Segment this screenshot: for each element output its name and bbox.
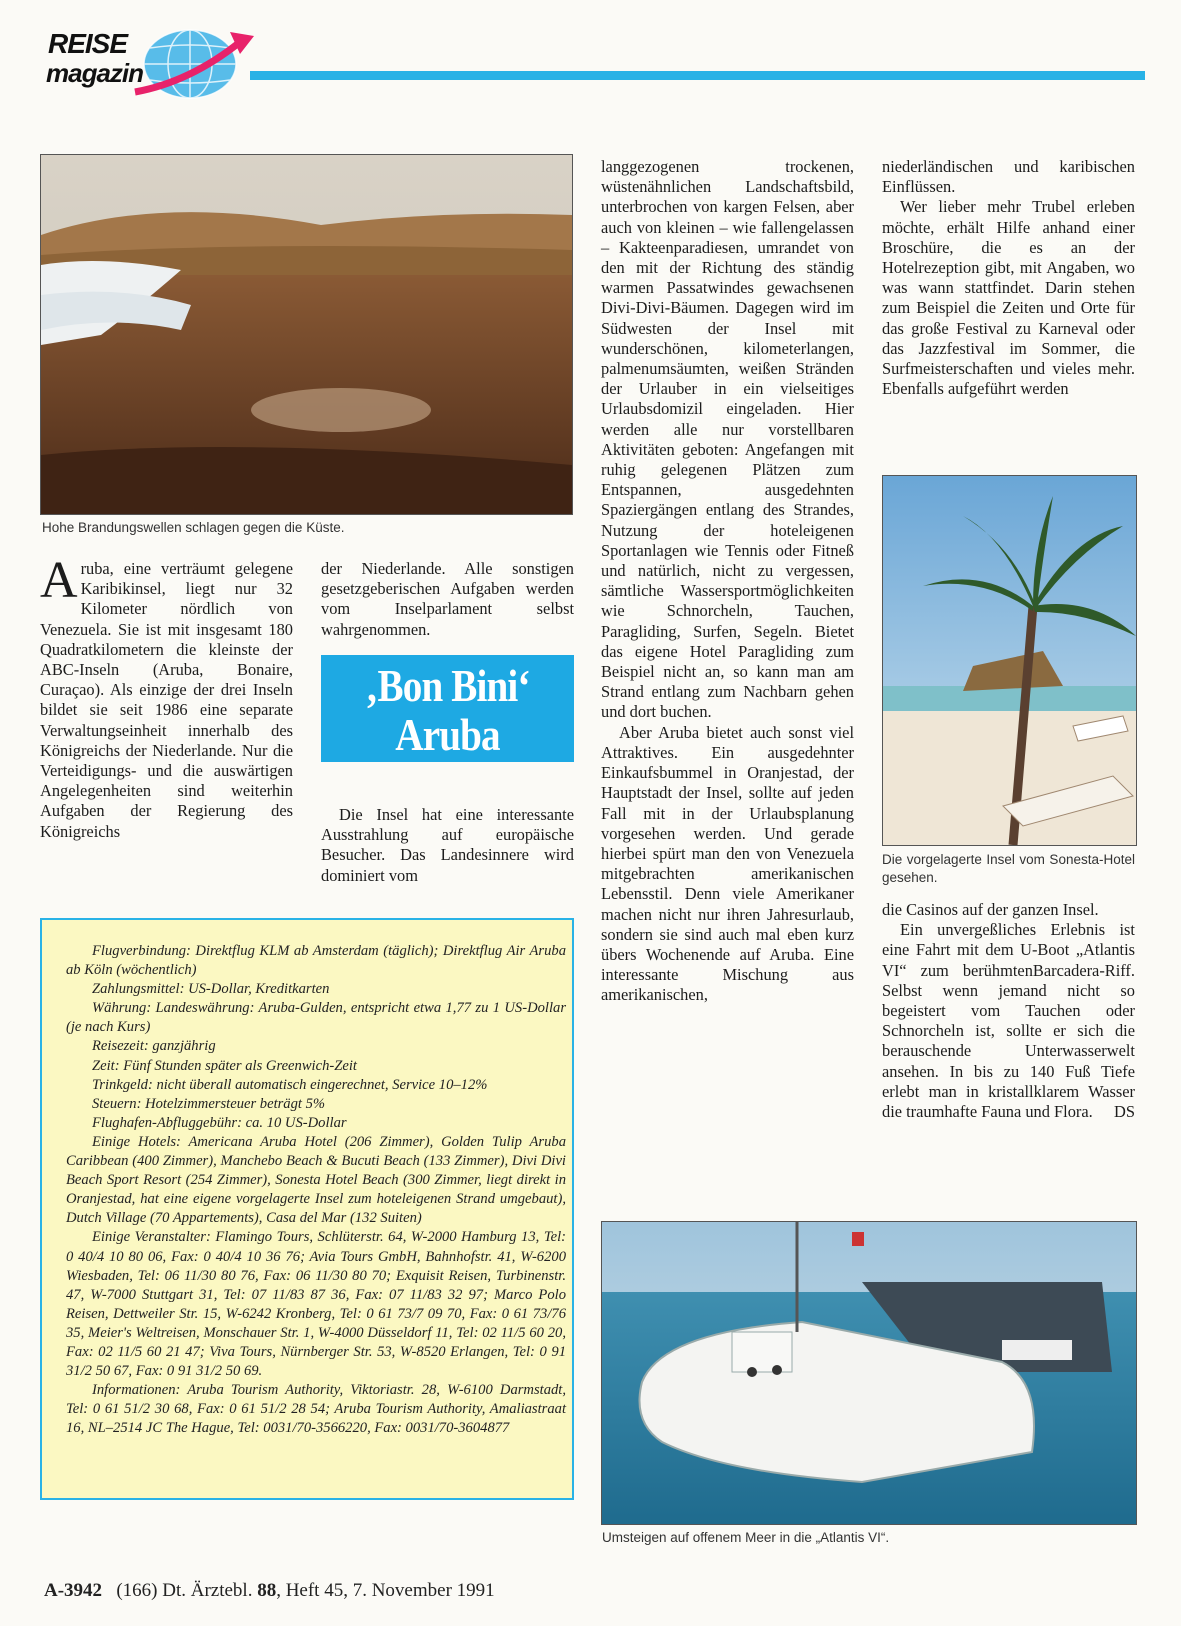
logo-line1: REISE	[48, 28, 128, 59]
footer-volume: 88	[257, 1580, 277, 1601]
article-title-line2: Aruba	[395, 709, 500, 760]
article-title-line1: ‚Bon Bini‘	[365, 660, 530, 711]
article-col4-text-a: niederländischen und karibischen Einflüssen.	[882, 157, 1135, 197]
footer-issue: , Heft 45, 7. November 1991	[276, 1580, 495, 1601]
info-item: Informationen: Aruba Tourism Authority, Viktoriastr. 28, W-6100 Darmstadt, Tel: 0 61 51/2 30 68, Fax: 0 61 51/2 28 54; Aruba Tourism Authority, Amaliastraat 16, NL–2514 JC The Hague, Tel: 0031/70-3566220, Fax: 0031/70-3604877	[66, 1382, 566, 1437]
beach-caption-text: Die vorgelagerte Insel vom Sonesta-Hotel gesehen.	[882, 852, 1135, 885]
article-col2-text-b: Die Insel hat eine interessante Ausstrahlung auf europäische Besucher. Das Landesinnere wird dominiert vom	[321, 805, 574, 885]
article-column-4	[882, 157, 1135, 399]
article-column-2-lower	[321, 805, 574, 886]
article-column-4-lower	[882, 900, 1135, 1122]
article-col3-text-b: Aber Aruba bietet auch sonst viel Attraktives. Ein ausgedehnter Einkaufsbummel in Oranjestad, der Hauptstadt der Insel, sollte auf jeden Fall mit in der Urlaubsplanung vorgesehen werden. Und gerade hierbei spürt man den von Venezuela mitgebrachten amerikanischen Lebensstil. Denn viele Amerikaner machen nicht nur ihren Jahresurlaub, sondern sie sind auch mal eben kurz übers Wochenende auf Aruba. Eine interessante Mischung aus amerikanischen,	[601, 722, 854, 1005]
article-column-1	[40, 552, 293, 842]
coast-photo	[40, 154, 573, 515]
article-column-2	[321, 559, 574, 640]
info-item: Trinkgeld: nicht überall automatisch eingerechnet, Service 10–12%	[92, 1076, 488, 1093]
article-col4-text-d-body: Ein unvergeßliches Erlebnis ist eine Fahrt mit dem U-Boot „Atlantis VI“ zum berühmtenBarcadera-Riff. Selbst wenn jemand nicht so begeistert vom Tauchen oder Schnorcheln ist, sollte er sich die berauschende Unterwasserwelt ansehen. In bis zu 140 Fuß Tiefe erlebt man in kristallklarem Wasser die traumhafte Fauna und Flora.	[882, 920, 1135, 1122]
article-col1-text: ruba, eine verträumt gelegene Karibikinsel, liegt nur 32 Kilometer nördlich von Venezuela. Sie ist mit insgesamt 180 Quadratkilometern die kleinste der ABC-Inseln (Aruba, Bonaire, Curaçao). Als einzige der drei Inseln bildet sie seit 1986 eine separate Verwaltungseinheit innerhalb des Königreichs der Niederlande. Nur die Verteidigungs- und die auswärtigen Angelegenheiten sind weiterhin Aufgaben der Regierung des Königreichs	[40, 559, 293, 841]
article-col4-text-c: die Casinos auf der ganzen Insel.	[882, 900, 1099, 919]
article-col3-text-a: langgezogenen trockenen, wüstenähnlichen Landschaftsbild, unterbrochen von kargen Felsen, aber auch von kleinen – wie fallengelassen – Kakteenparadiesen, umrandet von den mit der Richtung des ständig warmen Passatwindes gewachsenen Divi-Divi-Bäumen. Dagegen wird im Südwesten der Insel mit wunderschönen, kilometerlangen, palmenumsäumten, weißen Stränden der Urlauber in ein vielseitiges Urlaubsdomizil eingeladen. Hier werden alle nur vorstellbaren Aktivitäten geboten: Angefangen mit ruhig gelegenen Plätzen zum Entspannen, ausgedehnten Spaziergängen entlang des Strandes, Nutzung der hoteleigenen Sportanlagen wie Tennis oder Fitneß und natürlich, nicht zu vergessen, sämtliche Wassersportmöglichkeiten wie Schnorcheln, Tauchen, Paragliding, Surfen, Segeln. Bietet das eigene Hotel Paragliding zum Beispiel nicht an, so kann man am Strand entlang zum Nachbarn gehen und dort buchen.	[601, 157, 854, 722]
article-intro-paragraph	[40, 552, 293, 842]
travel-info-box	[40, 918, 574, 1500]
reise-magazin-logo	[40, 22, 270, 102]
article-col4-text-d	[882, 920, 1135, 1122]
beach-photo	[882, 475, 1137, 846]
info-item: Flugverbindung: Direktflug KLM ab Amsterdam (täglich); Direktflug Air Aruba ab Köln (wöchentlich)	[66, 943, 566, 979]
header-bar	[250, 71, 1145, 80]
submarine-photo	[601, 1221, 1137, 1525]
logo-line2: magazin	[46, 58, 144, 88]
info-item: Einige Veranstalter: Flamingo Tours, Schlüterstr. 64, W-2000 Hamburg 13, Tel: 0 40/4 10 80 06, Fax: 0 40/4 10 36 76; Avia Tours GmbH, Bahnhofstr. 41, W-6200 Wiesbaden, Tel: 06 11/30 80 76, Fax: 06 11/30 80 70; Exquisit Reisen, Turbinenstr. 47, W-7000 Stuttgart 31, Tel: 07 11/83 87 36, Fax: 07 11/83 32 97; Marco Polo Reisen, Dettweiler Str. 15, W-6242 Kronberg, Tel: 0 61 73/7 09 70, Fax: 0 61 73/76 35, Meier's Weltreisen, Monschauer Str. 1, W-4000 Düsseldorf 11, Tel: 02 11/5 60 20, Fax: 02 11/5 60 21 47; Viva Tours, Nürnberger Str. 53, W-8520 Erlangen, Tel: 0 91 31/2 50 67, Fax: 0 91 31/2 50 69.	[66, 1229, 566, 1380]
article-column-3	[601, 157, 854, 1006]
article-col2-text-a: der Niederlande. Alle sonstigen gesetzgeberischen Aufgaben werden vom Inselparlament selbst wahrgenommen.	[321, 559, 574, 639]
beach-photo-caption	[882, 851, 1135, 887]
article-col4-text-b: Wer lieber mehr Trubel erleben möchte, erhält Hilfe anhand einer Broschüre, die es an der Hotelrezeption gibt, mit Angaben, wo was wann stattfindet. Darin stehen zum Beispiel die Zeiten und Orte für das große Festival zu Karneval oder das Jazzfestival im Sommer, die Surfmeisterschaften und vieles mehr. Ebenfalls aufgeführt werden	[882, 197, 1135, 399]
info-item: Zahlungsmittel: US-Dollar, Kreditkarten	[92, 981, 330, 998]
footer-page-code: A-3942	[44, 1580, 103, 1601]
footer-journal: Dt. Ärztebl.	[162, 1580, 253, 1601]
travel-info-list	[66, 942, 566, 1438]
drop-cap: A	[40, 552, 78, 609]
article-title-box	[321, 655, 574, 762]
info-item: Währung: Landeswährung: Aruba-Gulden, entspricht etwa 1,77 zu 1 US-Dollar (je nach Kurs)	[66, 1000, 566, 1036]
info-item: Steuern: Hotelzimmersteuer beträgt 5%	[92, 1095, 326, 1112]
author-signature: DS	[1114, 1102, 1135, 1122]
info-item: Einige Hotels: Americana Aruba Hotel (206 Zimmer), Golden Tulip Aruba Caribbean (400 Zimmer), Manchebo Beach & Bucuti Beach (133 Zimmer), Divi Divi Beach Sport Resort (254 Zimmer), Sonesta Hotel Beach (300 Zimmer, liegt direkt in Oranjestad, hat eine eigene vorgelagerte Insel zum hoteleigenen Strand umgebaut), Dutch Village (70 Appartements), Casa del Mar (132 Suiten)	[66, 1133, 566, 1227]
info-item: Reisezeit: ganzjährig	[92, 1038, 216, 1055]
submarine-photo-caption: Umsteigen auf offenem Meer in die „Atlantis VI“.	[602, 1530, 890, 1545]
info-item: Zeit: Fünf Stunden später als Greenwich-Zeit	[92, 1057, 357, 1074]
coast-photo-caption: Hohe Brandungswellen schlagen gegen die Küste.	[42, 520, 345, 535]
footer-page-number: (166)	[116, 1580, 158, 1601]
info-item: Flughafen-Abfluggebühr: ca. 10 US-Dollar	[92, 1114, 347, 1131]
page-footer	[44, 1580, 495, 1602]
